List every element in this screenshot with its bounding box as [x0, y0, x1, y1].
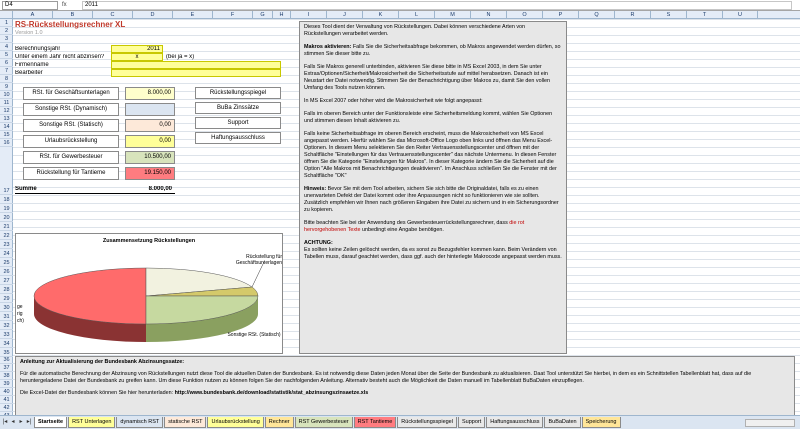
sheet-tab[interactable]: statische RST	[164, 417, 206, 428]
column-header[interactable]: E	[173, 11, 213, 19]
provision-value-static: 0,00	[125, 119, 175, 132]
chart-label-cut-2: rig	[17, 311, 23, 317]
version-label: Version 1.0	[15, 30, 43, 36]
app-title: RS-Rückstellungsrechner XL	[15, 20, 126, 29]
sheet-tab[interactable]: BuBaDaten	[544, 417, 580, 428]
column-header[interactable]: F	[213, 11, 253, 19]
row-header[interactable]: 34	[0, 340, 13, 348]
editor-input[interactable]	[111, 69, 281, 77]
provision-value-trade-tax: 10.500,00	[125, 151, 175, 164]
column-header[interactable]: K	[363, 11, 399, 19]
sum-divider	[15, 193, 175, 194]
provision-label-documents[interactable]: RSt. für Geschäftsunterlagen	[23, 87, 119, 100]
sheet-tabs	[34, 417, 622, 429]
row-header[interactable]: 35	[0, 349, 13, 357]
provision-label-trade-tax[interactable]: RSt. für Gewerbesteuer	[23, 151, 119, 164]
row-header[interactable]: 38	[0, 372, 13, 380]
row-header[interactable]: 4	[0, 43, 13, 51]
sheet-tab[interactable]: Rechner	[265, 417, 294, 428]
column-header[interactable]: D	[133, 11, 173, 19]
sheet-tab[interactable]: Speicherung	[582, 417, 621, 428]
prev-sheet-icon[interactable]: ◂	[11, 419, 15, 425]
column-header[interactable]: O	[507, 11, 543, 19]
info-excel2003: Falls Sie Makros generell unterbinden, aktivieren Sie diese bitte in MS Excel 2003, in dem Sie unter Extras/Optionen/Sicherheit/Makrosicherheit die Sicherheitsstufe auf mittel herabsetzen. Danach ist ein Neustart der Datei notwendig. Stimmen Sie der Benachrichtigung über Makros zu, damit Sie den vollen Umfang des Tools nutzen können.	[304, 64, 551, 91]
info-macros-heading: Makros aktivieren:	[304, 44, 352, 50]
info-hint-heading: Hinweis:	[304, 186, 327, 192]
column-header[interactable]: H	[273, 11, 291, 19]
button-disclaimer[interactable]: Haftungsausschluss	[195, 132, 281, 144]
sheet-tab[interactable]: dynamisch RST	[116, 417, 163, 428]
info-warning-heading: ACHTUNG:	[304, 240, 333, 246]
row-header[interactable]: 3	[0, 35, 13, 43]
sheet-tab[interactable]: RST Gewerbesteuer	[295, 417, 353, 428]
interest-input[interactable]: x	[111, 53, 163, 61]
column-header[interactable]: N	[471, 11, 507, 19]
column-header[interactable]: L	[399, 11, 435, 19]
chart-label-static: Sonstige RSt. (Statisch)	[227, 332, 281, 338]
bundesbank-download-link[interactable]: http://www.bundesbank.de/download/statistik/stat_abzinsungszinsaetze.xls	[174, 390, 369, 396]
last-sheet-icon[interactable]: ▸|	[26, 419, 32, 425]
row-header[interactable]: 36	[0, 356, 13, 364]
sheet-tab[interactable]: Haftungsausschluss	[486, 417, 543, 428]
row-header[interactable]: 1	[0, 19, 13, 27]
info-panel	[299, 21, 567, 354]
row-header[interactable]: 17	[0, 187, 13, 195]
company-input[interactable]	[111, 61, 281, 69]
info-hint	[304, 186, 562, 214]
row-header[interactable]: 41	[0, 396, 13, 404]
provision-label-static[interactable]: Sonstige RSt. (Statisch)	[23, 119, 119, 132]
column-header[interactable]: T	[687, 11, 723, 19]
column-headers	[0, 11, 800, 19]
column-header[interactable]: Q	[579, 11, 615, 19]
row-header[interactable]: 23	[0, 241, 13, 249]
provision-value-vacation: 0,00	[125, 135, 175, 148]
instructions-text: Für die automatische Berechnung der Abzinsung von Rückstellungen nutzt diese Tool die aktuellen Daten der Bundesbank. Es ist notwendig diese Daten jeden Monat über die Seite der Bundesbank zu aktualisieren. Daat Tool unterstützt Sie hierbei, in dem es ein Schnittstellen Tabellenblatt hat, dass auf die heruntergeladene Datei der Bundesbank zu greifen kann. Um diese Funktion nutzen zu können folgen Sie der nachfolgenden Anleitung. Alternativ besteht auch die Möglichkeit die Daten manuell im Tabellenblatt BuBaDaten einzupflegen.	[20, 371, 752, 384]
info-intro: Dieses Tool dient der Verwaltung von Rückstellungen. Dabei können verschiedene Arten von Rückstellungen verarbeitet werden.	[304, 24, 526, 37]
row-header[interactable]: 30	[0, 304, 13, 312]
button-buba-rates[interactable]: BuBa Zinssätze	[195, 102, 281, 114]
column-header[interactable]: A	[13, 11, 53, 19]
worksheet-grid[interactable]	[13, 19, 800, 415]
row-header[interactable]: 24	[0, 250, 13, 258]
sheet-tab[interactable]: RST Tantieme	[354, 417, 397, 428]
column-header[interactable]: S	[651, 11, 687, 19]
row-header[interactable]: 13	[0, 115, 13, 123]
editor-label: Bearbeiter	[15, 70, 43, 76]
sheet-tab-bar	[0, 415, 800, 429]
row-headers	[0, 19, 13, 415]
sum-label: Summe	[15, 186, 37, 192]
instructions-download-text: Die Excel-Datei der Bundesbank können Sie hier herunterladen:	[20, 390, 175, 396]
provision-chart[interactable]	[15, 233, 283, 354]
provision-value-bonus: 19.150,00	[125, 167, 175, 180]
info-security-bar: Falls im oberen Bereich unter der Funktionsleiste eine Sicherheitsmeldung kommt, wählen Sie Optionen und stimmen diesen Inhalt aktivieren zu.	[304, 111, 553, 124]
interest-hint: (bei ja = x)	[166, 54, 195, 60]
chart-label-cut-1: ge	[17, 304, 23, 310]
row-header[interactable]: 25	[0, 259, 13, 267]
info-macros	[304, 44, 562, 58]
provision-label-vacation[interactable]: Urlaubsrückstellung	[23, 135, 119, 148]
sheet-tab[interactable]: Rückstellungsspiegel	[397, 417, 457, 428]
chart-title: Zusammensetzung Rückstellungen	[102, 238, 196, 244]
instructions-heading: Anleitung zur Aktualisierung der Bundesbank Abzinsungssatze:	[20, 359, 185, 365]
column-header[interactable]: U	[723, 11, 758, 19]
row-header[interactable]: 14	[0, 123, 13, 131]
column-header[interactable]: B	[53, 11, 93, 19]
row-header[interactable]: 16	[0, 139, 13, 147]
row-header[interactable]: 19	[0, 205, 13, 213]
row-header[interactable]: 11	[0, 99, 13, 107]
row-header[interactable]: 15	[0, 131, 13, 139]
instructions-download	[20, 390, 790, 397]
column-header[interactable]: R	[615, 11, 651, 19]
interest-label: Unter einem Jahr nicht abzinsen?	[15, 54, 105, 60]
chart-label-cut-3: ch)	[17, 318, 24, 324]
formula-input[interactable]: 2011	[82, 1, 792, 10]
name-box[interactable]: D4	[2, 1, 58, 10]
row-header[interactable]: 29	[0, 295, 13, 303]
sheet-tab[interactable]: RST Unterlagen	[68, 417, 115, 428]
horizontal-scrollbar[interactable]	[745, 419, 795, 427]
provision-value-dynamic	[125, 103, 175, 116]
provision-value-documents: 8.000,00	[125, 87, 175, 100]
sum-value: 8.000,00	[148, 186, 172, 192]
info-warning-text: Es sollten keine Zeilen gelöscht werden, da es sonst zu Bezugsfehler kommen kann. Beim Verändern von Tabellen muss, darauf geachtet werden, dass ggf. auch der hinterlegte Makrocode angepasst werden muss.	[304, 247, 562, 260]
info-macros-text: Falls Sie die Sicherheitsabfrage bekommen, ob Makros angewendet werden dürfen, so stimmen Sie dieser bitte zu.	[304, 44, 561, 57]
row-header[interactable]: 28	[0, 286, 13, 294]
row-header[interactable]: 27	[0, 277, 13, 285]
row-header[interactable]: 18	[0, 196, 13, 204]
year-input[interactable]: 2011	[111, 45, 163, 53]
column-header[interactable]: C	[93, 11, 133, 19]
row-header[interactable]: 21	[0, 223, 13, 231]
info-security-settings: Falls keine Sicherheitsabfrage im oberen Bereich erscheint, muss die Makrosicherheit von MS Excel angepasst werden. Hierfür wählen Sie das Microsoft-Office Logo oben links und öffnen das Menu Excel-Optionen. In diesem Menu selektieren Sie den Reiter Vertrauensstellungscenter und öffnen mit der Schaltfläche "Einstellungen für das Vertrauensstellungscenter" das nächste Untermenu. In diesen Fenster öffnen Sie die Kategorie "Einstellungen für Makros". In dieser Kategorie ändern Sie die Sicherheit auf die Option "Alle Makros mit Benachrichtigungen deaktivieren". Im Anschluss schließen Sie die Fenster mit der Schaltfläche "OK"	[304, 131, 557, 179]
row-header[interactable]: 42	[0, 404, 13, 412]
first-sheet-icon[interactable]: |◂	[2, 419, 8, 425]
row-header[interactable]: 7	[0, 67, 13, 75]
row-header[interactable]: 26	[0, 268, 13, 276]
sheet-tab[interactable]: Urlaubsrückstellung	[207, 417, 263, 428]
button-provision-overview[interactable]: Rückstellungsspiegel	[195, 87, 281, 99]
row-header[interactable]: 39	[0, 380, 13, 388]
provision-label-dynamic[interactable]: Sonstige RSt. (Dynamisch)	[23, 103, 119, 116]
column-header[interactable]: I	[291, 11, 327, 19]
row-header[interactable]: 5	[0, 51, 13, 59]
info-red-note-b: unbedingt eine Angabe benötigen.	[360, 227, 444, 233]
instructions-panel	[15, 356, 795, 415]
button-support[interactable]: Support	[195, 117, 281, 129]
info-red-note-a: Bitte beachten Sie bei der Anwendung des Gewerbesteuerrückstellungsrechner, dass	[304, 220, 510, 226]
column-header[interactable]: M	[435, 11, 471, 19]
row-header[interactable]: 10	[0, 91, 13, 99]
year-label: Berechnungsjahr	[15, 46, 61, 52]
formula-bar	[0, 0, 800, 11]
fx-icon[interactable]: fx	[62, 2, 67, 8]
row-header[interactable]: 6	[0, 59, 13, 67]
info-red-note-highlight: die rot hervorgehobenen Texte	[304, 220, 525, 233]
company-label: Firmenname	[15, 62, 49, 68]
sheet-tab[interactable]: Support	[458, 417, 485, 428]
row-header[interactable]: 33	[0, 331, 13, 339]
row-header[interactable]: 22	[0, 232, 13, 240]
row-header[interactable]: 32	[0, 322, 13, 330]
column-header[interactable]: J	[327, 11, 363, 19]
row-header[interactable]: 40	[0, 388, 13, 396]
row-header[interactable]: 12	[0, 107, 13, 115]
row-header[interactable]: 8	[0, 75, 13, 83]
info-red-note	[304, 220, 562, 234]
row-header[interactable]: 37	[0, 364, 13, 372]
row-header[interactable]: 2	[0, 27, 13, 35]
column-header[interactable]: G	[253, 11, 273, 19]
column-header[interactable]: P	[543, 11, 579, 19]
info-excel2007: In MS Excel 2007 oder höher wird die Makrosicherheit wie folgt angepasst:	[304, 98, 483, 104]
sheet-tab[interactable]: Startseite	[34, 417, 67, 428]
info-hint-text: Bevor Sie mit dem Tool arbeiten, sichern Sie sich bitte die Originaldatei, falls es zu einen unerwarteten Defekt der Datei kommt oder ihre Anpassungen nicht so funktionieren wie sie sollten. Zusätzlich empfehlen wir Ihnen nach größeren Eingaben ihre Datei zu sichern und in ein Sicherungsordner zu kopieren.	[304, 186, 559, 213]
chart-label-documents: Rückstellung für Geschäftsunterlagen	[235, 254, 282, 266]
provision-label-bonus[interactable]: Rückstellung für Tantieme	[23, 167, 119, 180]
row-header[interactable]: 31	[0, 313, 13, 321]
select-all-corner[interactable]	[0, 11, 13, 19]
row-header[interactable]: 9	[0, 83, 13, 91]
next-sheet-icon[interactable]: ▸	[19, 419, 23, 425]
row-header[interactable]: 20	[0, 214, 13, 222]
info-warning	[304, 240, 562, 261]
